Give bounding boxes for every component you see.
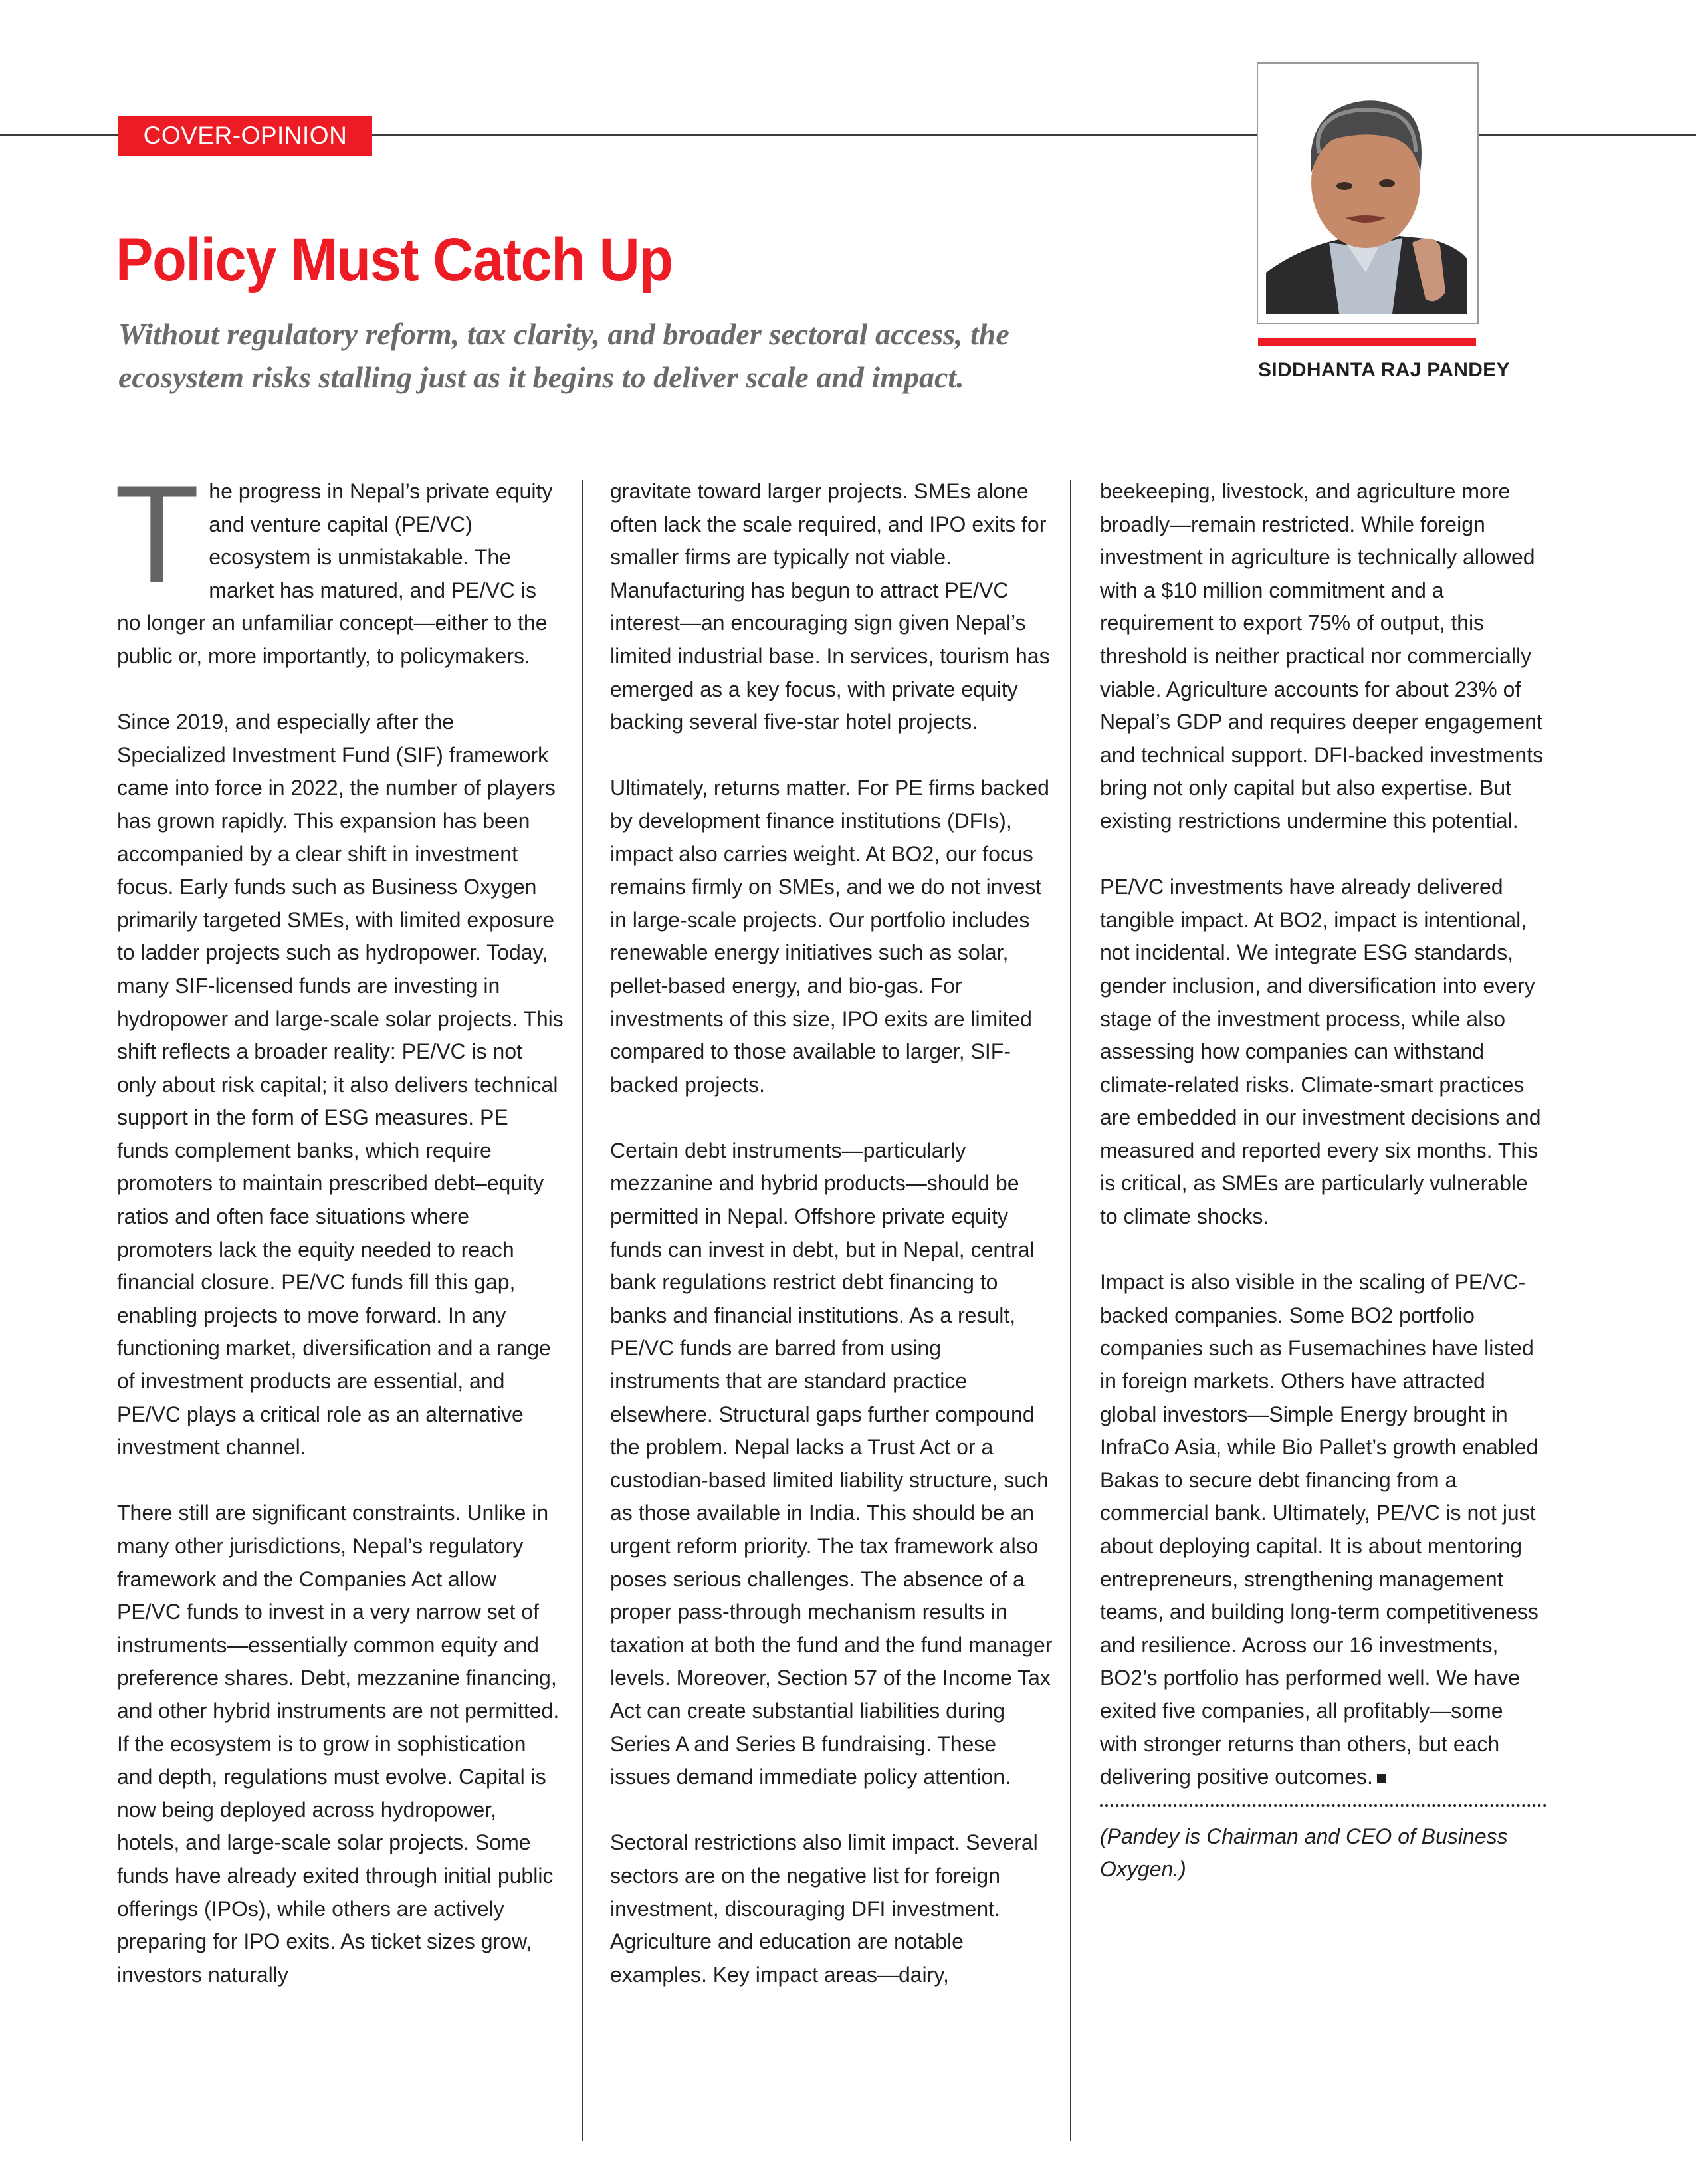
headline: Policy Must Catch Up <box>116 226 673 294</box>
column-divider <box>582 480 583 2141</box>
drop-cap: T <box>114 456 200 612</box>
paragraph: PE/VC investments have already delivered tangible impact. At BO2, impact is intentional, not incidental. We integrate ESG standards, gender inclusion, and diversification into every stage of the investment process, while also assessing how companies can withstand climate-related risks. Climate-smart practices are embedded in our investment decisions and measured and reported every six months. This is critical, as SMEs are particularly vulnerable to climate shocks. <box>1100 875 1541 1229</box>
deck-subheadline: Without regulatory reform, tax clarity, and broader sectoral access, the ecosystem risks stalling just as it begins to deliver scale and impact. <box>118 317 1009 394</box>
paragraph: gravitate toward larger projects. SMEs alone often lack the scale required, and IPO exits for smaller firms are typically not viable. Manufacturing has begun to attract PE/VC interest—an encouraging sign given Nepal’s limited industrial base. In services, tourism has emerged as a key focus, with private equity backing several five-star hotel projects. <box>610 479 1050 734</box>
article-column-3 <box>1100 475 1546 1886</box>
author-accent-bar <box>1258 338 1476 346</box>
paragraph: There still are significant constraints. Unlike in many other jurisdictions, Nepal’s regulatory framework and the Companies Act allow PE/VC funds to invest in a very narrow set of instruments—essentially common equity and preference shares. Debt, mezzanine financing, and other hybrid instruments are not permitted. If the ecosystem is to grow in sophistication and depth, regulations must evolve. Capital is now being deployed across hydropower, hotels, and large-scale solar projects. Some funds have already exited through initial public offerings (IPOs), while others are actively preparing for IPO exits. As ticket sizes grow, investors naturally <box>117 1501 560 1987</box>
author-name: SIDDHANTA RAJ PANDEY <box>1258 359 1510 381</box>
paragraph <box>1100 1266 1546 1794</box>
column-divider <box>1070 480 1071 2141</box>
paragraph: Sectoral restrictions also limit impact. Several sectors are on the negative list for foreign investment, discouraging DFI investment. Agriculture and education are notable examples. Key impact areas—dairy, <box>610 1830 1038 1987</box>
author-photo-frame <box>1257 62 1479 324</box>
paragraph: Since 2019, and especially after the Specialized Investment Fund (SIF) framework came into force in 2022, the number of players has grown rapidly. This expansion has been accompanied by a clear shift in investment focus. Early funds such as Business Oxygen primarily targeted SMEs, with limited exposure to ladder projects such as hydropower. Today, many SIF-licensed funds are investing in hydropower and large-scale solar projects. This shift reflects a broader reality: PE/VC is not only about risk capital; it also delivers technical support in the form of ESG measures. PE funds complement banks, which require promoters to maintain prescribed debt–equity ratios and often face situations where promoters lack the equity needed to reach financial closure. PE/VC funds fill this gap, enabling projects to move forward. In any functioning market, diversification and a range of investment products are essential, and PE/VC plays a critical role as an alternative investment channel. <box>117 710 564 1460</box>
paragraph: beekeeping, livestock, and agriculture more broadly—remain restricted. While foreign investment in agriculture is technically allowed with a $10 million commitment and a requirement to export 75% of output, this threshold is neither practical nor commercially viable. Agriculture accounts for about 23% of Nepal’s GDP and requires deeper engagement and technical support. DFI-backed investments bring not only capital but also expertise. But existing restrictions undermine this potential. <box>1100 479 1543 833</box>
paragraph-text: he progress in Nepal’s private equity and venture capital (PE/VC) ecosystem is unmistakable. The market has matured, and PE/VC is no longer an unfamiliar concept—either to the public or, more importantly, to policymakers. <box>117 479 553 668</box>
section-tag: COVER-OPINION <box>118 116 372 156</box>
paragraph: Ultimately, returns matter. For PE firms backed by development finance institutions (DFIs), impact also carries weight. At BO2, our focus remains firmly on SMEs, and we do not invest in large-scale projects. Our portfolio includes renewable energy initiatives such as solar, pellet-based energy, and bio-gas. For investments of this size, IPO exits are limited compared to those available to larger, SIF-backed projects. <box>610 776 1049 1097</box>
dotted-separator <box>1100 1804 1546 1807</box>
paragraph <box>114 456 564 673</box>
article-column-2 <box>610 475 1057 1991</box>
author-bio: (Pandey is Chairman and CEO of Business Oxygen.) <box>1100 1824 1508 1882</box>
paragraph: Certain debt instruments—particularly mezzanine and hybrid products—should be permitted in Nepal. Offshore private equity funds can invest in debt, but in Nepal, central bank regulations restrict debt financing to banks and financial institutions. As a result, PE/VC funds are barred from using instruments that are standard practice elsewhere. Structural gaps further compound the problem. Nepal lacks a Trust Act or a custodian-based limited liability structure, such as those available in India. This should be an urgent reform priority. The tax framework also poses serious challenges. The absence of a proper pass-through mechanism results in taxation at both the fund and the fund manager levels. Moreover, Section 57 of the Income Tax Act can create substantial liabilities during Series A and Series B fundraising. These issues demand immediate policy attention. <box>610 1138 1053 1789</box>
paragraph-text: Impact is also visible in the scaling of PE/VC-backed companies. Some BO2 portfolio companies such as Fusemachines have listed in foreign markets. Others have attracted global investors—Simple Energy brought in InfraCo Asia, while Bio Pallet’s growth enabled Bakas to secure debt financing from a commercial bank. Ultimately, PE/VC is not just about deploying capital. It is about mentoring entrepreneurs, strengthening management teams, and building long-term competitiveness and resilience. Across our 16 investments, BO2’s portfolio has performed well. We have exited five companies, all profitably—some with stronger returns than others, but each delivering positive outcomes. <box>1100 1270 1538 1789</box>
end-of-article-icon <box>1377 1774 1386 1783</box>
article-column-1 <box>114 456 564 1991</box>
author-portrait-icon <box>1266 73 1467 314</box>
